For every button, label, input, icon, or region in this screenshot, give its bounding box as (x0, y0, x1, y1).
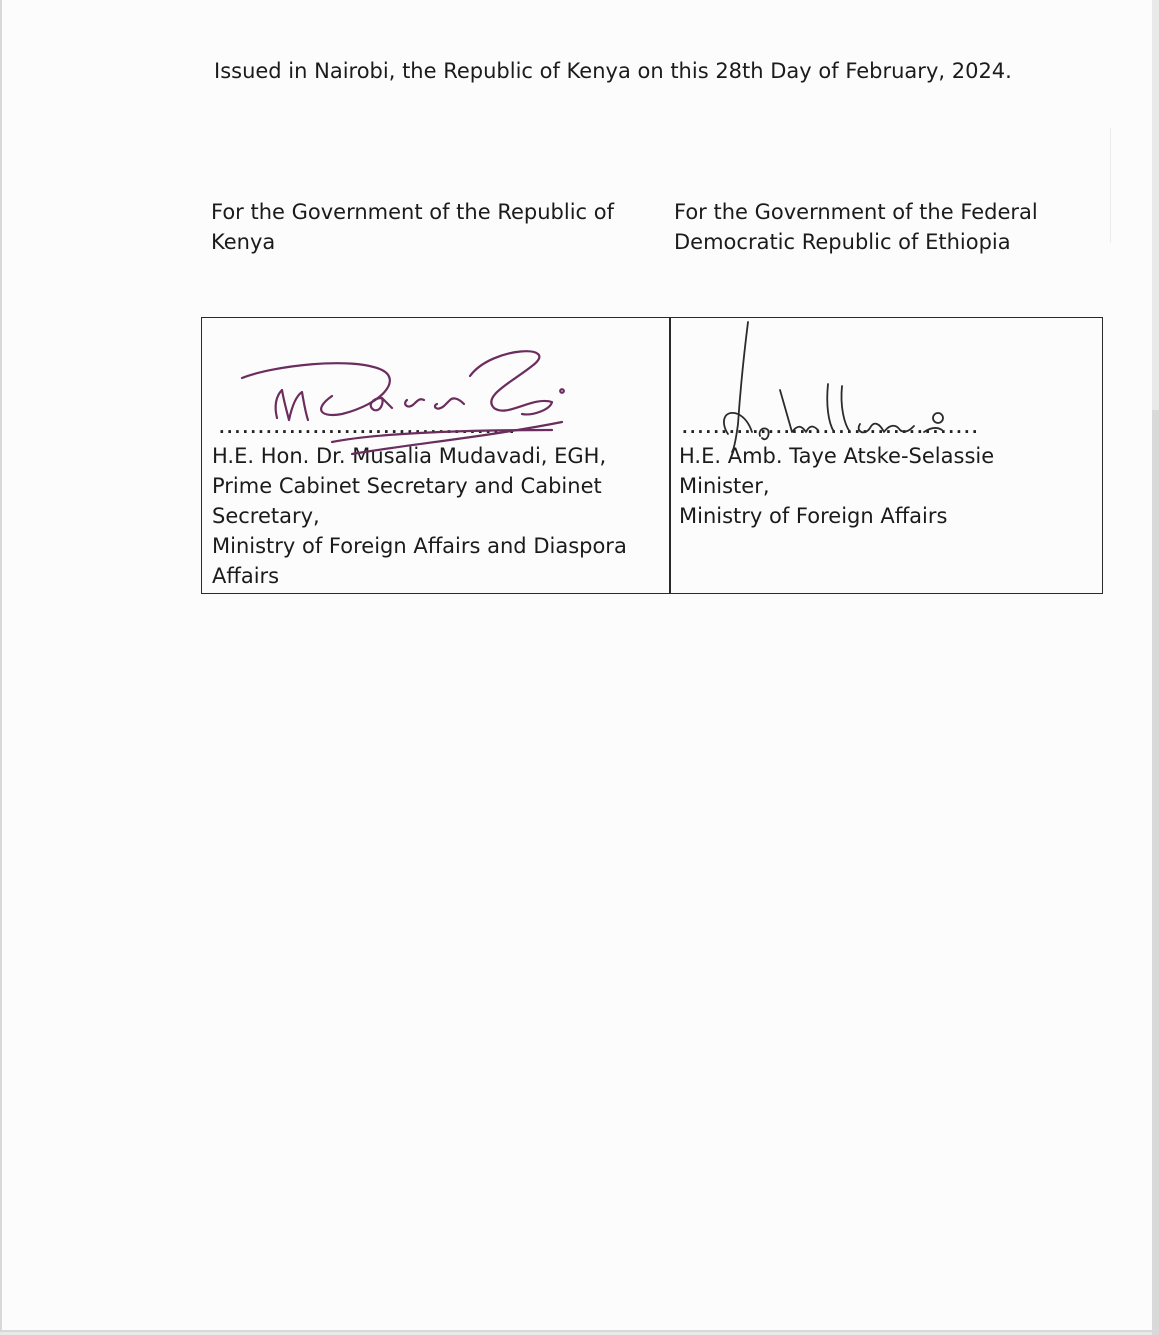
issued-statement: Issued in Nairobi, the Republic of Kenya on this 28th Day of February, 2024. (214, 59, 1012, 83)
kenya-signature-line: ...................................... (217, 418, 515, 437)
ethiopia-signatory-block (679, 441, 1099, 531)
ethiopia-signatory-name: H.E. Amb. Taye Atske-Selassie (679, 444, 995, 468)
kenya-party-heading: For the Government of the Republic of Kenya (211, 200, 614, 254)
ethiopia-party-heading: For the Government of the Federal Democratic Republic of Ethiopia (674, 200, 1038, 254)
kenya-signature-cell (202, 318, 669, 593)
kenya-signatory-ministry: Ministry of Foreign Affairs and Diaspora Affairs (212, 534, 627, 588)
kenya-signatory-title: Prime Cabinet Secretary and Cabinet Secretary, (212, 474, 602, 528)
ethiopia-signatory-title: Minister, (679, 474, 770, 498)
scan-artifact-line (1110, 128, 1111, 243)
ethiopia-signature-cell (670, 318, 1102, 593)
signature-table (201, 317, 1103, 594)
kenya-signatory-name: H.E. Hon. Dr. Musalia Mudavadi, EGH, (212, 444, 607, 468)
ethiopia-signature-line: ...................................... (680, 418, 978, 437)
kenya-signatory-block (212, 441, 667, 591)
scrollbar-track[interactable] (1152, 410, 1159, 1335)
ethiopia-signatory-ministry: Ministry of Foreign Affairs (679, 504, 948, 528)
